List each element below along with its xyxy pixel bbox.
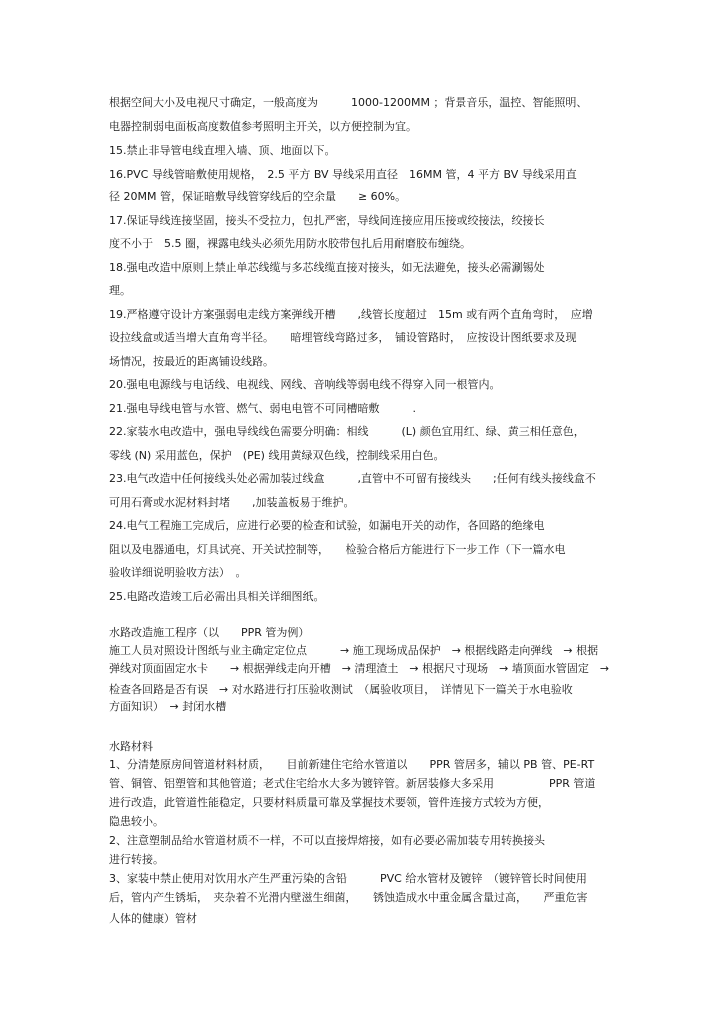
text-line: 进行改造，此管道性能稳定，只要材料质量可靠及掌握技术要领，管件连接方式较为方便， xyxy=(109,796,549,809)
text-line: 16.PVC 导线管暗敷使用规格， 2.5 平方 BV 导线采用直径 16MM 管，4 平方 BV 导线采用直 xyxy=(109,168,577,181)
text-line: 后，管内产生锈垢， 夹杂着不光滑内壁滋生细菌， 锈蚀造成水中重金属含量过高， 严重危害 xyxy=(109,891,588,904)
text-line: 径 20MM 管，保证暗敷导线管穿线后的空余量 ≥ 60%。 xyxy=(109,190,407,203)
text-line: 零线 (N) 采用蓝色，保护 (PE) 线用黄绿双色线，控制线采用白色。 xyxy=(109,449,445,462)
text-line: 21.强电导线电管与水管、燃气、弱电电管不可同槽暗敷 . xyxy=(109,402,416,415)
text-line: 可用石膏或水泥材料封堵 ,加装盖板易于维护。 xyxy=(109,496,355,509)
text-line: 20.强电电源线与电话线、电视线、网线、音响线等弱电线不得穿入同一根管内。 xyxy=(109,378,501,391)
text-line: 15.禁止非导管电线直埋入墙、顶、地面以下。 xyxy=(109,144,336,157)
section-heading-water-materials: 水路材料 xyxy=(109,740,153,753)
text-line: 设拉线盒或适当增大直角弯半径。 暗埋管线弯路过多， 铺设管路时， 应按设计图纸要求及现 xyxy=(109,331,577,344)
text-line: 2、注意塑制品给水管道材质不一样，不可以直接焊熔接，如有必要必需加装专用转换接头 xyxy=(109,834,545,847)
text-line: 管、铜管、铝塑管和其他管道；老式住宅给水大多为镀锌管。新居装修大多采用 PPR 管道 xyxy=(109,777,596,790)
text-line: 25.电路改造竣工后必需出具相关详细图纸。 xyxy=(109,590,325,603)
text-line: 阻以及电器通电，灯具试亮、开关试控制等， 检验合格后方能进行下一步工作（下一篇水电 xyxy=(109,543,566,556)
text-line: 19.严格遵守设计方案强弱电走线方案弹线开槽 ,线管长度超过 15m 或有两个直角弯时， 应增 xyxy=(109,308,593,321)
text-line: 方面知识） → 封闭水槽 xyxy=(109,700,227,713)
text-line: 22.家装水电改造中，强电导线线色需要分明确：相线 (L) 颜色宜用红、绿、黄三相任意色， xyxy=(109,425,585,438)
section-heading-water-procedure: 水路改造施工程序（以 PPR 管为例） xyxy=(109,626,310,639)
text-line: 施工人员对照设计图纸与业主确定定位点 → 施工现场成品保护 → 根据线路走向弹线 → 根据 xyxy=(109,644,599,657)
text-line: 23.电气改造中任何接线头处必需加装过线盒 ,直管中不可留有接线头 ;任何有线头接线盒不 xyxy=(109,472,596,485)
text-line: 根据空间大小及电视尺寸确定，一般高度为 1000-1200MM ；背景音乐，温控、智能照明、 xyxy=(109,96,588,109)
text-line: 弹线对顶面固定水卡 → 根据弹线走向开槽 → 清理渣土 → 根据尺寸现场 → 墙顶面水管固定 → xyxy=(109,662,610,675)
text-line: 17.保证导线连接坚固，接头不受拉力，包扎严密，导线间连接应用压接或绞接法，绞接长 xyxy=(109,214,545,227)
text-line: 3、家装中禁止使用对饮用水产生严重污染的含铅 PVC 给水管材及镀锌 （镀锌管长时间使用 xyxy=(109,872,587,885)
text-line: 验收详细说明验收方法） 。 xyxy=(109,566,247,579)
text-line: 人体的健康）管材 xyxy=(109,912,197,925)
text-line: 1、分清楚原房间管道材料材质， 目前新建住宅给水管道以 PPR 管居多，辅以 PB 管、PE-RT xyxy=(109,758,595,771)
text-line: 24.电气工程施工完成后，应进行必要的检查和试验，如漏电开关的动作，各回路的绝缘电 xyxy=(109,519,545,532)
text-line: 隐患较小。 xyxy=(109,815,164,828)
text-line: 18.强电改造中原则上禁止单芯线缆与多芯线缆直接对接头，如无法避免，接头必需涮锡处 xyxy=(109,261,545,274)
text-line: 场情况，按最近的距离铺设线路。 xyxy=(109,355,274,368)
text-line: 理。 xyxy=(109,284,131,297)
text-line: 电器控制弱电面板高度数值参考照明主开关，以方便控制为宜。 xyxy=(109,120,417,133)
text-line: 检查各回路是否有误 → 对水路进行打压验收测试 （属验收项目， 详情见下一篇关于水电验收 xyxy=(109,683,573,696)
text-line: 进行转接。 xyxy=(109,853,164,866)
text-line: 度不小于 5.5 圈，裸露电线头必须先用防水胶带包扎后用耐磨胶布缠绕。 xyxy=(109,237,471,250)
